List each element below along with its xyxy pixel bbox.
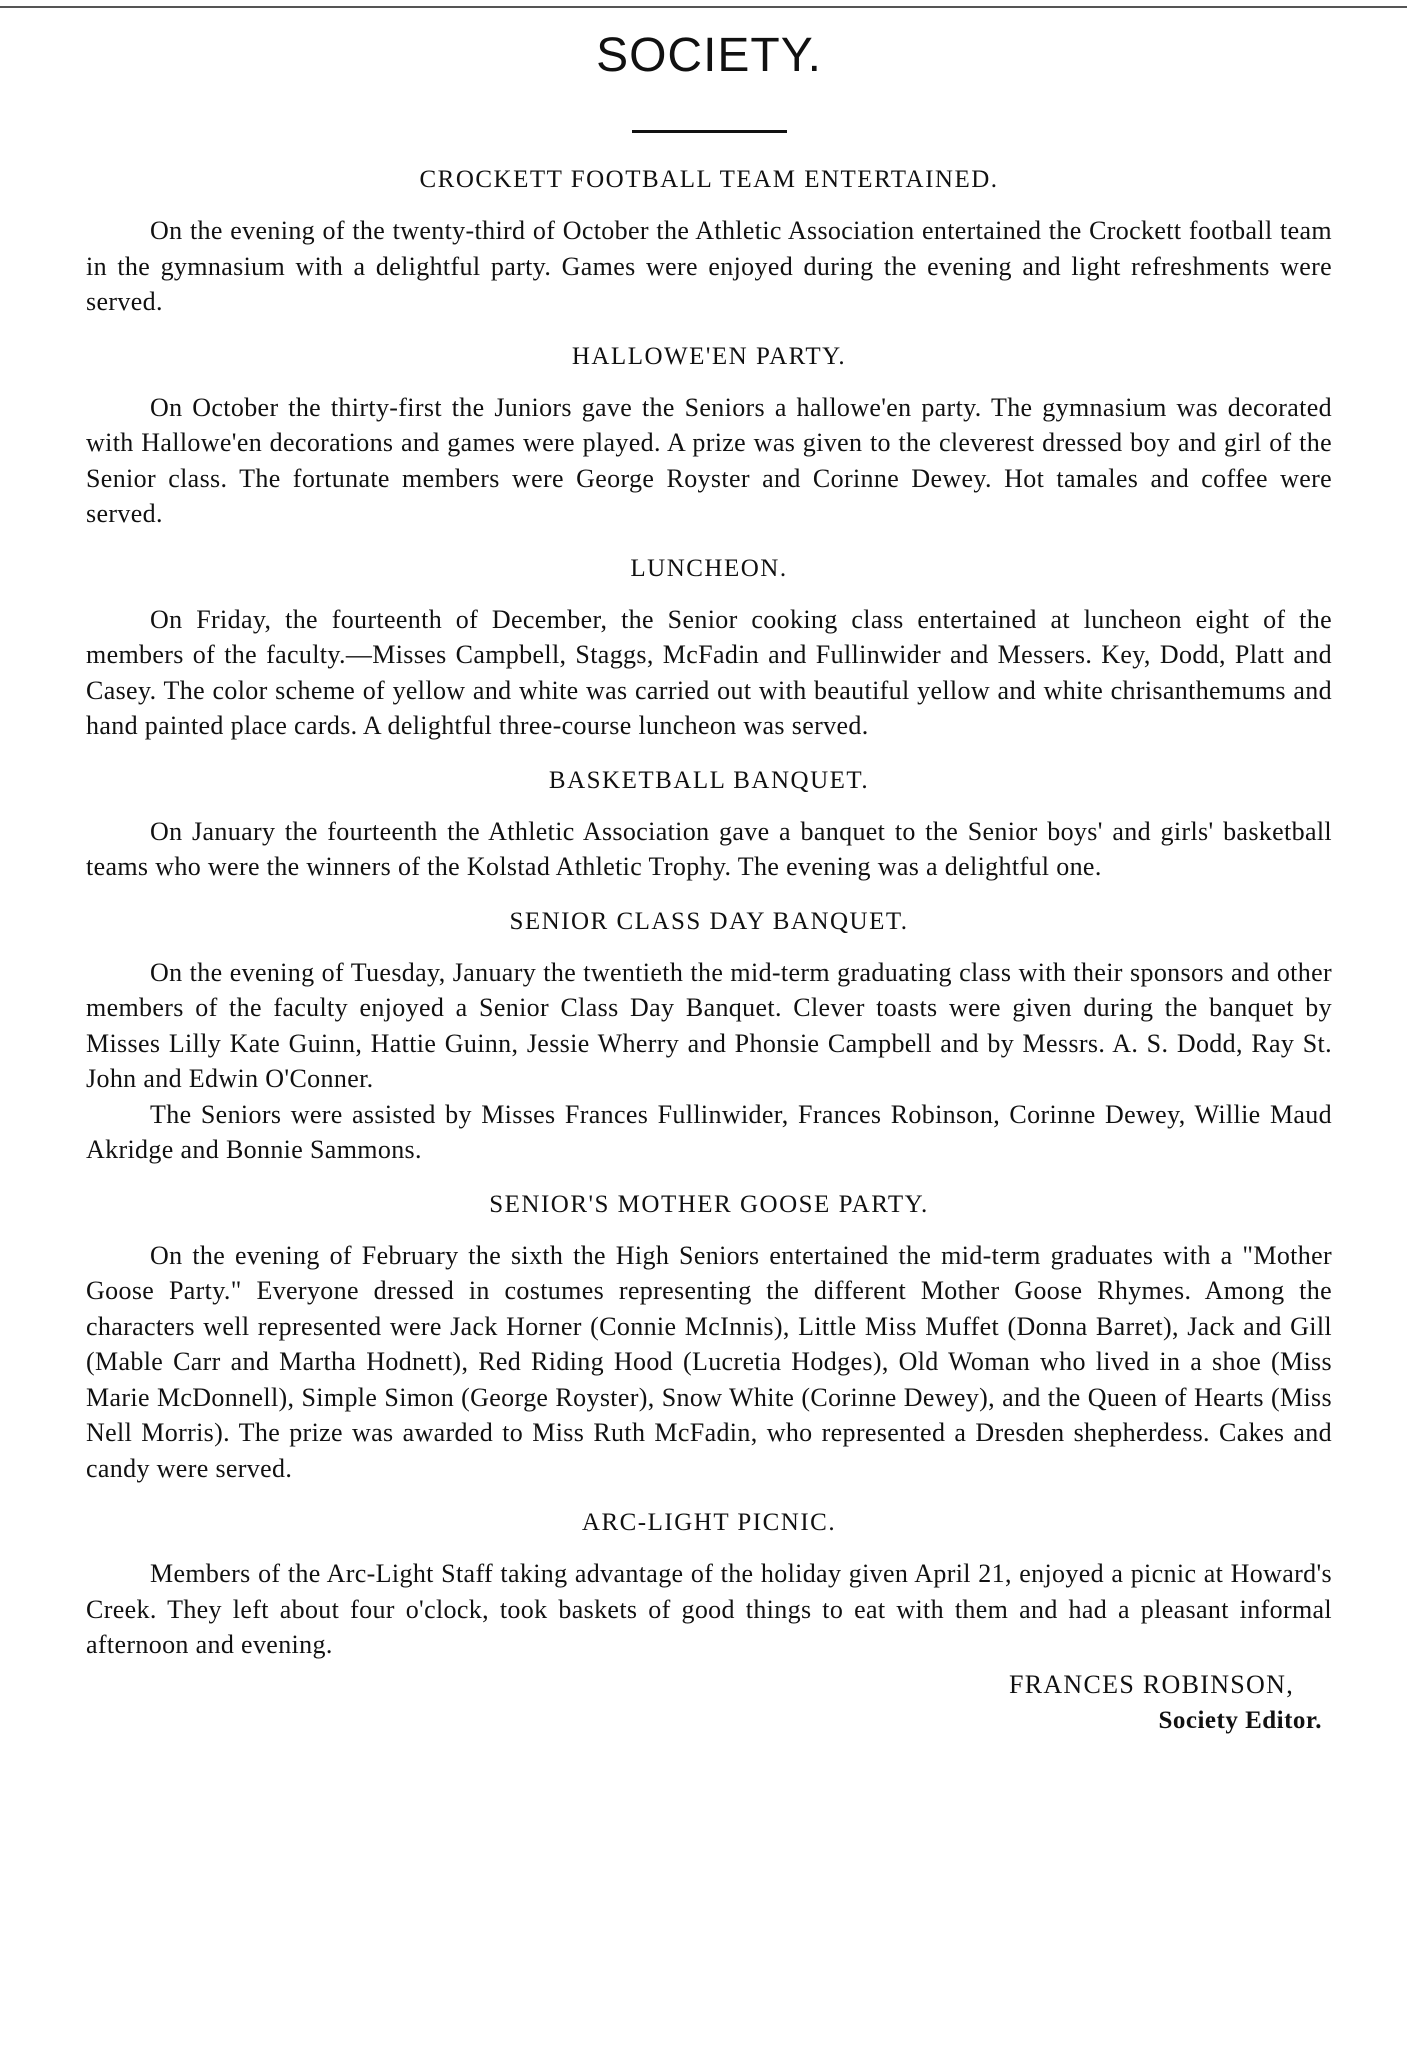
section-heading: ARC-LIGHT PICNIC. <box>581 1509 837 1536</box>
section-crockett-football <box>86 165 1332 320</box>
section-heading: CROCKETT FOOTBALL TEAM ENTERTAINED. <box>419 166 999 193</box>
page <box>86 0 1332 1739</box>
section-paragraph: The Seniors were assisted by Misses Frances Fullinwider, Frances Robinson, Corinne Dewey, Willie Maud Akridge and Bonnie Sammons. <box>86 1099 1332 1164</box>
section-mother-goose-party <box>86 1190 1332 1487</box>
section-paragraph: Members of the Arc-Light Staff taking advantage of the holiday given April 21, enjoyed a picnic at Howard's Creek. They left about four o'clock, took baskets of good things to eat with them and had a pleasant informal afternoon and evening. <box>86 1559 1332 1659</box>
section-halloween-party <box>86 342 1332 532</box>
section-luncheon <box>86 554 1332 744</box>
section-heading: LUNCHEON. <box>630 554 788 582</box>
section-paragraph: On Friday, the fourteenth of December, the Senior cooking class entertained at luncheon eight of the members of the faculty.—Misses Campbell, Staggs, McFadin and Fullinwider and Messers. Key, Dodd, Platt and Casey. The color scheme of yellow and white was carried out with beautiful yellow and white chrisanthemums and hand painted place cards. A delightful three-course luncheon was served. <box>86 604 1332 740</box>
section-heading: SENIOR'S MOTHER GOOSE PARTY. <box>489 1190 929 1218</box>
signature-title: Society Editor. <box>1158 1706 1322 1734</box>
section-paragraph: On the evening of Tuesday, January the twentieth the mid-term graduating class with their sponsors and other members of the faculty enjoyed a Senior Class Day Banquet. Clever toasts were given during the banquet by Misses Lilly Kate Guinn, Hattie Guinn, Jessie Wherry and Phonsie Campbell and by Messrs. A. S. Dodd, Ray St. John and Edwin O'Conner. <box>86 957 1332 1093</box>
section-senior-class-day-banquet <box>86 907 1332 1168</box>
title-underline <box>632 130 787 133</box>
signature-name: FRANCES ROBINSON, <box>1008 1669 1294 1699</box>
section-paragraph: On January the fourteenth the Athletic Association gave a banquet to the Senior boys' and girls' basketball teams who were the winners of the Kolstad Athletic Trophy. The evening was a delightful one. <box>86 816 1332 881</box>
section-paragraph: On October the thirty-first the Juniors gave the Seniors a hallowe'en party. The gymnasium was decorated with Hallowe'en decorations and games were played. A prize was given to the cleverest dressed boy and girl of the Senior class. The fortunate members were George Royster and Corinne Dewey. Hot tamales and coffee were served. <box>86 392 1332 528</box>
section-heading: BASKETBALL BANQUET. <box>548 766 870 794</box>
page-title: SOCIETY. <box>596 29 822 82</box>
section-paragraph: On the evening of the twenty-third of October the Athletic Association entertained the Crockett football team in the gymnasium with a delightful party. Games were enjoyed during the evening and light refreshments were served. <box>86 216 1332 316</box>
section-paragraph: On the evening of February the sixth the High Seniors entertained the mid-term graduates with a "Mother Goose Party." Everyone dressed in costumes representing the different Mother Goose Rhymes. Among the characters well represented were Jack Horner (Connie McInnis), Little Miss Muffet (Donna Barret), Jack and Gill (Mable Carr and Martha Hodnett), Red Riding Hood (Lucretia Hodges), Old Woman who lived in a shoe (Miss Marie McDonnell), Simple Simon (George Royster), Snow White (Corinne Dewey), and the Queen of Hearts (Miss Nell Morris). The prize was awarded to Miss Ruth McFadin, who represented a Dresden shepherdess. Cakes and candy were served. <box>86 1240 1332 1483</box>
signature-block <box>86 1667 1332 1739</box>
section-arc-light-picnic <box>86 1508 1332 1663</box>
section-basketball-banquet <box>86 766 1332 885</box>
section-heading: HALLOWE'EN PARTY. <box>571 342 847 370</box>
section-heading: SENIOR CLASS DAY BANQUET. <box>509 907 909 935</box>
